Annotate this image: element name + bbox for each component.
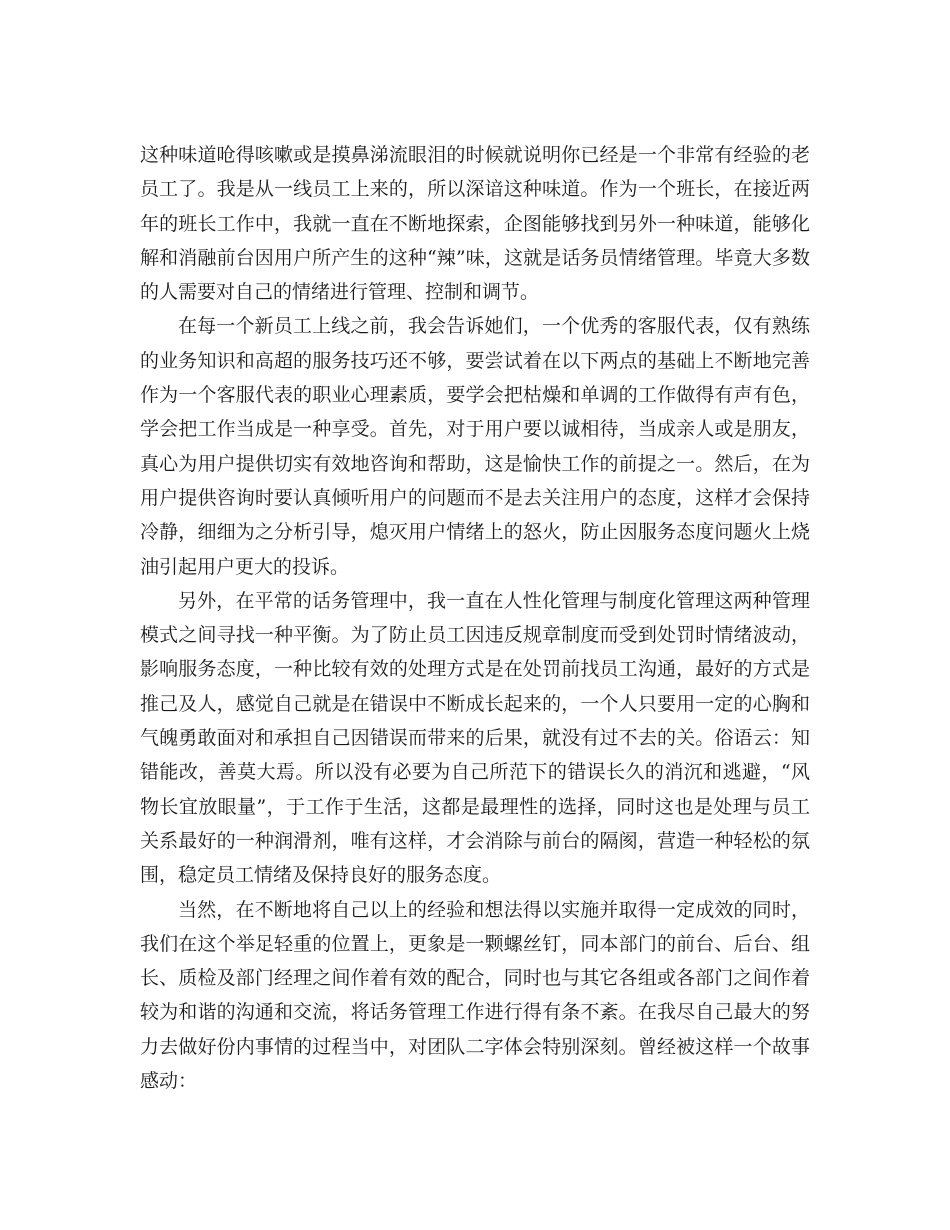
paragraph-3: 另外，在平常的话务管理中，我一直在人性化管理与制度化管理这两种管理模式之间寻找一种平衡。为了防止员工因违反规章制度而受到处罚时情绪波动，影响服务态度，一种比较有效的处理方式是在处罚前找员工沟通，最好的方式是推己及人，感觉自己就是在错误中不断成长起来的，一个人只要用一定的心胸和气魄勇敢面对和承担自己因错误而带来的后果，就没有过不去的关。俗语云：知错能改，善莫大焉。所以没有必要为自己所范下的错误长久的消沉和逃避，“风物长宜放眼量”，于工作于生活，这都是最理性的选择，同时这也是处理与员工关系最好的一种润滑剂，唯有这样，才会消除与前台的隔阂，营造一种轻松的氛围，稳定员工情绪及保持良好的服务态度。 [140, 589, 810, 887]
document-body [140, 138, 810, 1098]
paragraph-1: 这种味道呛得咳嗽或是摸鼻涕流眼泪的时候就说明你已经是一个非常有经验的老员工了。我是从一线员工上来的，所以深谙这种味道。作为一个班长，在接近两年的班长工作中，我就一直在不断地探索，企图能够找到另外一种味道，能够化解和消融前台因用户所产生的这种“辣”味，这就是话务员情绪管理。毕竟大多数的人需要对自己的情绪进行管理、控制和调节。 [140, 144, 810, 304]
paragraph-2: 在每一个新员工上线之前，我会告诉她们，一个优秀的客服代表，仅有熟练的业务知识和高超的服务技巧还不够，要尝试着在以下两点的基础上不断地完善作为一个客服代表的职业心理素质，要学会把枯燥和单调的工作做得有声有色，学会把工作当成是一种享受。首先，对于用户要以诚相待，当成亲人或是朋友，真心为用户提供切实有效地咨询和帮助，这是愉快工作的前提之一。然后，在为用户提供咨询时要认真倾听用户的问题而不是去关注用户的态度，这样才会保持冷静，细细为之分析引导，熄灭用户情绪上的怒火，防止因服务态度问题火上烧油引起用户更大的投诉。 [140, 315, 810, 578]
paragraph-4: 当然，在不断地将自己以上的经验和想法得以实施并取得一定成效的同时，我们在这个举足轻重的位置上，更象是一颗螺丝钉，同本部门的前台、后台、组长、质检及部门经理之间作着有效的配合，同时也与其它各组或各部门之间作着较为和谐的沟通和交流，将话务管理工作进行得有条不紊。在我尽自己最大的努力去做好份内事情的过程当中，对团队二字体会特别深刻。曾经被这样一个故事感动： [140, 898, 810, 1093]
